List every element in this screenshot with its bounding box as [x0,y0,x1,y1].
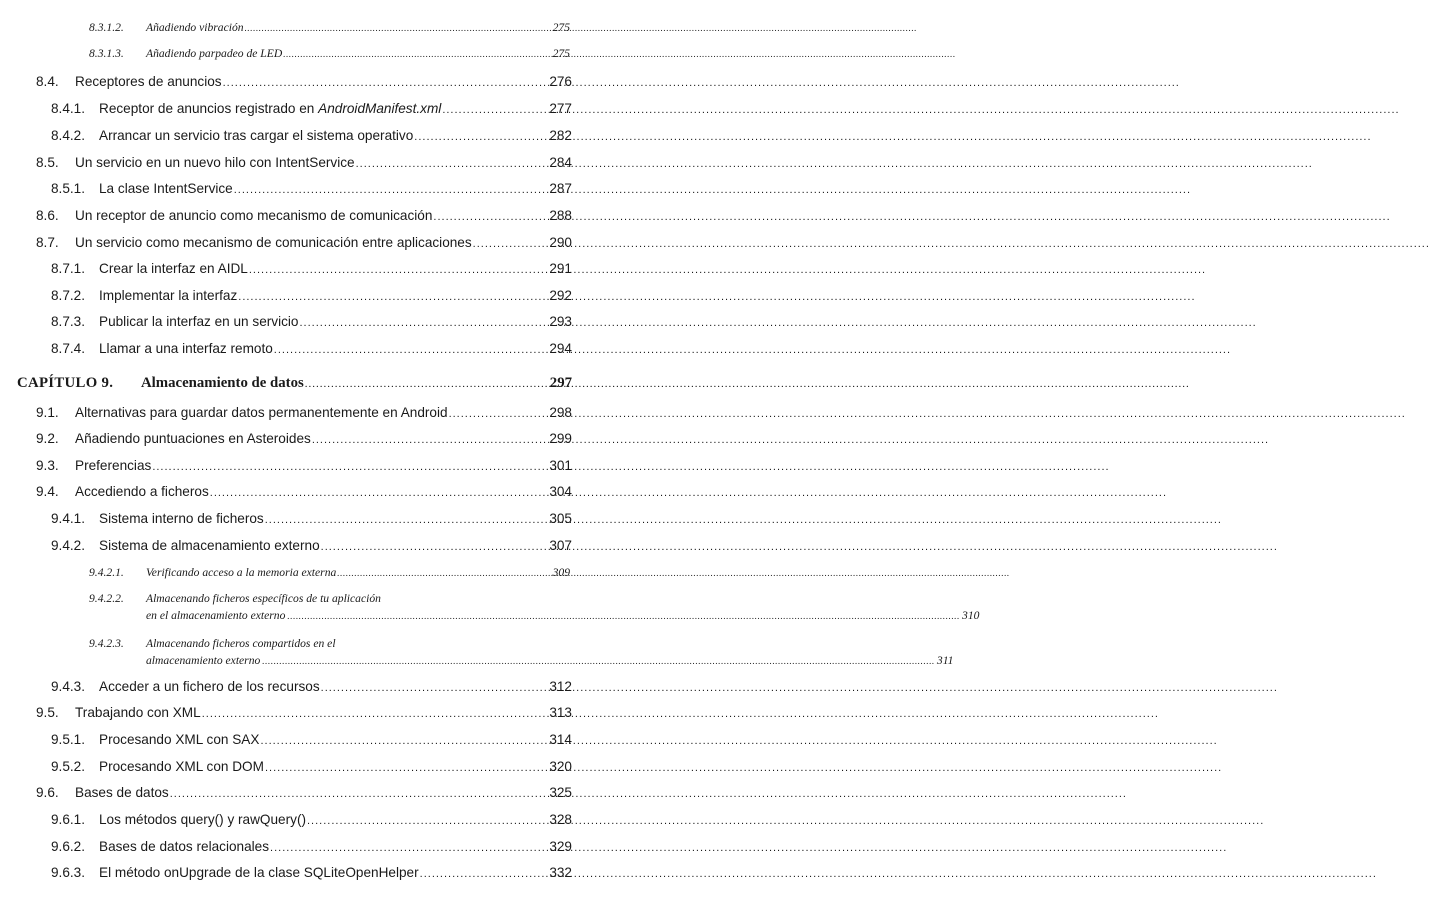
entry-page: 328 [549,812,572,827]
entry-title: Los métodos query() y rawQuery() [99,812,306,827]
entry-page: 284 [549,155,572,170]
entry-title-line2: almacenamiento externo [146,654,261,667]
entry-number: 9.6.3. [51,865,86,880]
dot-leader [337,568,551,578]
toc-entry-level2[interactable] [0,405,600,420]
entry-number: 9.4. [36,484,59,499]
entry-number: 9.5.2. [51,759,86,774]
dot-leader [420,868,549,880]
entry-title: Bases de datos [75,785,169,800]
entry-number: 8.5. [36,155,59,170]
toc-entry-level2[interactable] [0,155,600,170]
dot-leader [356,158,549,170]
entry-page: 314 [549,732,572,747]
entry-number: 9.4.2.3. [89,637,124,650]
entry-page: 332 [549,865,572,880]
dot-leader [321,682,549,694]
entry-title: Trabajando con XML [75,705,201,720]
entry-number: 9.1. [36,405,59,420]
dot-leader [238,291,548,303]
entry-number: 9.4.2.2. [89,592,124,605]
entry-title: Un servicio como mecanismo de comunicación entre aplicaciones [75,235,472,250]
entry-title: Implementar la interfaz [99,288,238,303]
dot-leader [210,487,549,499]
entry-page: 309 [552,566,570,579]
entry-page: 307 [549,538,572,553]
toc-entry-level2[interactable] [0,431,600,446]
entry-number: 9.4.2.1. [89,566,124,579]
entry-page: 294 [549,341,572,356]
dot-leader [473,238,549,250]
toc-entry-level2[interactable] [0,458,600,473]
dot-leader [433,211,548,223]
entry-page: 320 [549,759,572,774]
toc-entry-level3[interactable] [0,181,600,196]
dot-leader [265,514,549,526]
toc-entry-level4[interactable] [0,47,600,60]
entry-number: 8.7.1. [51,261,86,276]
toc-entry-level3[interactable] [0,101,600,116]
entry-page: 292 [549,288,572,303]
entry-number: 8.3.1.2. [89,21,124,34]
entry-number: 9.4.2. [51,538,86,553]
dot-leader [283,49,551,59]
entry-title: Un receptor de anuncio como mecanismo de comunicación [75,208,433,223]
entry-number: 8.5.1. [51,181,86,196]
dot-leader [299,317,548,329]
entry-number: 9.6. [36,785,59,800]
entry-page: 305 [549,511,572,526]
toc-entry-level2[interactable] [0,705,600,720]
dot-leader [414,131,548,143]
dot-leader [262,656,935,666]
entry-number: 8.4.1. [51,101,86,116]
dot-leader [234,184,549,196]
entry-page: 298 [549,405,572,420]
toc-entry-level4[interactable] [0,566,600,579]
entry-page: 304 [549,484,572,499]
entry-page: 276 [549,74,572,89]
toc-entry-level3[interactable] [0,128,600,143]
toc-entry-level3[interactable] [0,759,600,774]
entry-number: 8.7.3. [51,314,86,329]
entry-title: Procesando XML con DOM [99,759,264,774]
entry-title: Añadiendo puntuaciones en Asteroides [75,431,311,446]
entry-number: 8.4.2. [51,128,86,143]
entry-number: 9.5.1. [51,732,86,747]
entry-page: 275 [552,47,570,60]
entry-title: Alternativas para guardar datos permanentemente en Android [75,405,448,420]
entry-number: 8.6. [36,208,59,223]
dot-leader [170,788,549,800]
toc-entry-level3[interactable] [0,341,600,356]
dot-leader [223,77,549,89]
toc-entry-level2[interactable] [0,484,600,499]
dot-leader [312,434,549,446]
dot-leader [449,408,549,420]
entry-number: 9.6.1. [51,812,86,827]
dot-leader [152,461,548,473]
toc-entry-level3[interactable] [0,288,600,303]
entry-title: Sistema de almacenamiento externo [99,538,320,553]
entry-number: 8.7.2. [51,288,86,303]
toc-entry-level3[interactable] [0,679,600,694]
dot-leader [305,378,549,390]
entry-number: 9.2. [36,431,59,446]
toc-entry-level3[interactable] [0,812,600,827]
entry-title-line1: Almacenando ficheros específicos de tu aplicación [146,592,381,605]
dot-leader [249,264,548,276]
entry-title-text: Receptor de anuncios registrado en [99,101,319,116]
dot-leader [270,842,548,854]
entry-number: 8.7.4. [51,341,86,356]
dot-leader [202,708,549,720]
entry-number: CAPÍTULO 9. [17,375,114,391]
entry-number: 9.4.3. [51,679,86,694]
entry-page: 290 [549,235,572,250]
toc-entry-level3[interactable] [0,732,600,747]
toc-chapter-entry[interactable] [0,375,600,392]
entry-page: 288 [549,208,572,223]
entry-number: 9.4.1. [51,511,86,526]
entry-title: Procesando XML con SAX [99,732,260,747]
entry-title [99,101,441,116]
dot-leader [321,541,549,553]
toc-entry-level3[interactable] [0,865,600,880]
entry-title: Receptores de anuncios [75,74,222,89]
entry-title-line1: Almacenando ficheros compartidos en el [146,637,336,650]
entry-title: Verificando acceso a la memoria externa [146,566,337,579]
dot-leader [265,762,548,774]
toc-entry-level3[interactable] [0,839,600,854]
dot-leader [260,735,548,747]
entry-page: 329 [549,839,572,854]
entry-title: Arrancar un servicio tras cargar el sistema operativo [99,128,414,143]
entry-page: 310 [962,609,980,622]
entry-title: Llamar a una interfaz remoto [99,341,273,356]
entry-title: Añadiendo parpadeo de LED [146,47,283,60]
entry-page: 297 [549,375,572,391]
entry-page: 312 [549,679,572,694]
toc-entry-level2[interactable] [0,235,600,250]
entry-number: 9.6.2. [51,839,86,854]
entry-title: La clase IntentService [99,181,233,196]
entry-title: El método onUpgrade de la clase SQLiteOpenHelper [99,865,419,880]
entry-title: Acceder a un fichero de los recursos [99,679,320,694]
entry-number: 9.3. [36,458,59,473]
dot-leader [274,344,549,356]
entry-page: 325 [549,785,572,800]
entry-title-line2: en el almacenamiento externo [146,609,286,622]
entry-title-italic: AndroidManifest.xml [318,101,442,116]
entry-page: 287 [549,181,572,196]
entry-number: 8.7. [36,235,59,250]
toc-entry-level3[interactable] [0,538,600,553]
toc-entry-level3[interactable] [0,314,600,329]
dot-leader [442,104,548,116]
entry-title: Sistema interno de ficheros [99,511,264,526]
entry-page: 277 [549,101,572,116]
entry-page: 301 [549,458,572,473]
toc-entry-level2[interactable] [0,208,600,223]
entry-number: 8.3.1.3. [89,47,124,60]
toc-entry-level3[interactable] [0,511,600,526]
entry-title: Almacenamiento de datos [141,375,304,391]
entry-title: Un servicio en un nuevo hilo con IntentService [75,155,355,170]
entry-title: Crear la interfaz en AIDL [99,261,248,276]
dot-leader [307,815,548,827]
entry-title: Publicar la interfaz en un servicio [99,314,299,329]
entry-page: 299 [549,431,572,446]
entry-page: 311 [936,654,954,667]
entry-page: 275 [552,21,570,34]
toc-entry-level3[interactable] [0,261,600,276]
entry-number: 8.4. [36,74,59,89]
entry-page: 291 [549,261,572,276]
entry-page: 313 [549,705,572,720]
entry-number: 9.5. [36,705,59,720]
entry-title: Accediendo a ficheros [75,484,209,499]
toc-entry-level4[interactable] [0,21,600,34]
entry-page: 293 [549,314,572,329]
entry-title: Añadiendo vibración [146,21,244,34]
dot-leader [245,23,552,33]
toc-entry-level2[interactable] [0,785,600,800]
entry-title: Preferencias [75,458,152,473]
toc-entry-level2[interactable] [0,74,600,89]
dot-leader [287,611,960,621]
entry-page: 282 [549,128,572,143]
entry-title: Bases de datos relacionales [99,839,270,854]
